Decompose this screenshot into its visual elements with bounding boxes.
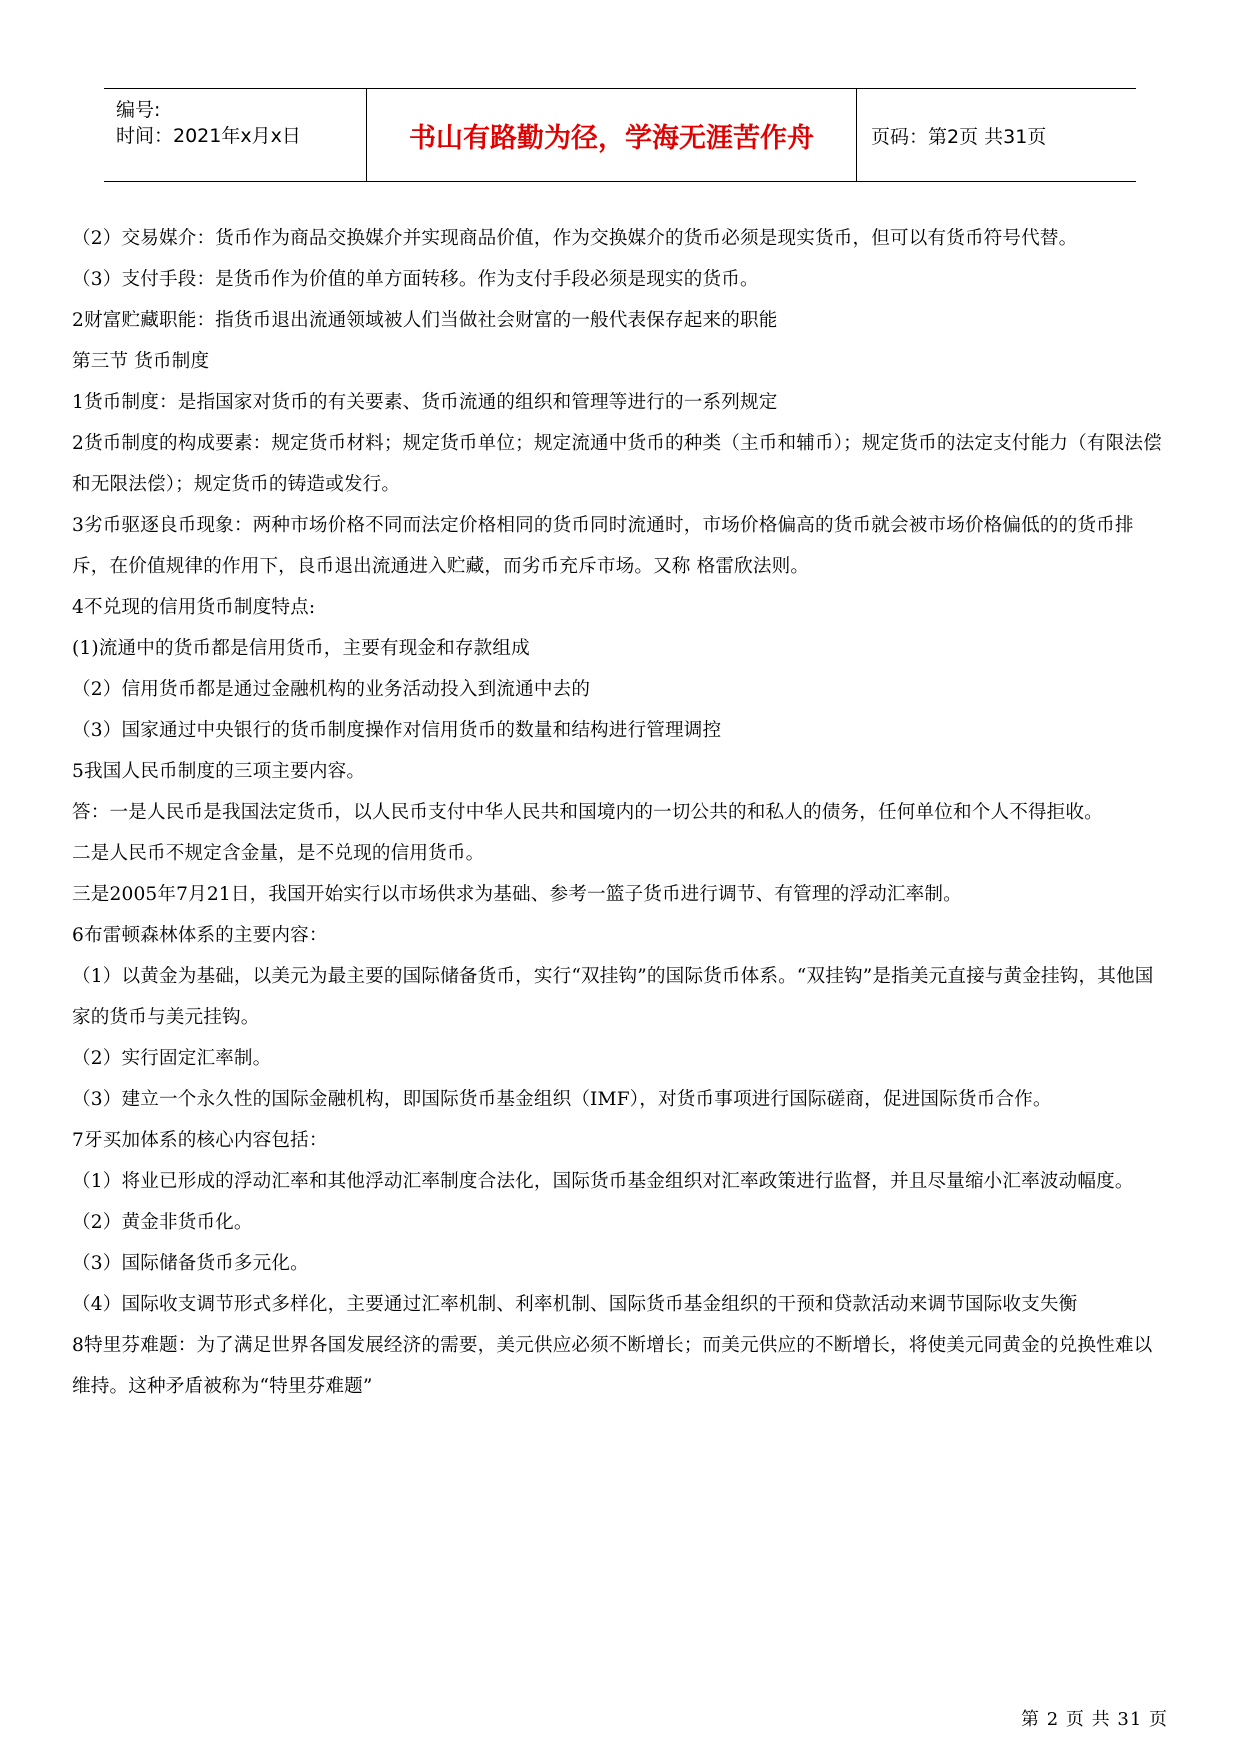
paragraph: 5我国人民币制度的三项主要内容。 [72,761,366,782]
paragraph: （2）信用货币都是通过金融机构的业务活动投入到流通中去的 [72,679,591,700]
paragraph: 三是2005年7月21日，我国开始实行以市场供求为基础、参考一篮子货币进行调节、有管理的浮动汇率制。 [72,884,962,905]
page-footer: 第 2 页 共 31 页 [1021,1709,1168,1730]
paragraph: 3劣币驱逐良币现象：两种市场价格不同而法定价格相同的货币同时流通时，市场价格偏高的货币就会被市场价格偏低的的货币排斥，在价值规律的作用下，良币退出流通进入贮藏，而劣币充斥市场。又称 格雷欣法则。 [72,515,1134,577]
section-heading: 第三节 货币制度 [72,351,210,372]
paragraph: （3）建立一个永久性的国际金融机构，即国际货币基金组织（IMF），对货币事项进行国际磋商，促进国际货币合作。 [72,1089,1052,1110]
header-page-info: 页码：第2页 共31页 [871,125,1047,148]
document-body [72,218,1170,1407]
paragraph: （2）交易媒介：货币作为商品交换媒介并实现商品价值，作为交换媒介的货币必须是现实货币，但可以有货币符号代替。 [72,228,1078,249]
header-right-cell [857,89,1136,181]
paragraph: 1货币制度：是指国家对货币的有关要素、货币流通的组织和管理等进行的一系列规定 [72,392,778,413]
document-time-label: 时间：2021年x月x日 [116,125,301,147]
paragraph: （4）国际收支调节形式多样化，主要通过汇率机制、利率机制、国际货币基金组织的干预和贷款活动来调节国际收支失衡 [72,1294,1078,1315]
paragraph: (1)流通中的货币都是信用货币，主要有现金和存款组成 [72,638,530,659]
paragraph: （3）国家通过中央银行的货币制度操作对信用货币的数量和结构进行管理调控 [72,720,722,741]
header-middle-cell [367,89,857,181]
document-number-label: 编号: [116,99,161,121]
paragraph: 7牙买加体系的核心内容包括： [72,1130,328,1151]
paragraph: （3）国际储备货币多元化。 [72,1253,309,1274]
document-header [104,88,1136,182]
paragraph: 8特里芬难题：为了满足世界各国发展经济的需要，美元供应必须不断增长；而美元供应的不断增长，将使美元同黄金的兑换性难以维持。这种矛盾被称为“特里芬难题” [72,1335,1153,1397]
paragraph: 2财富贮藏职能：指货币退出流通领域被人们当做社会财富的一般代表保存起来的职能 [72,310,778,331]
paragraph: 二是人民币不规定含金量，是不兑现的信用货币。 [72,843,485,864]
paragraph: 答：一是人民币是我国法定货币，以人民币支付中华人民共和国境内的一切公共的和私人的债务，任何单位和个人不得拒收。 [72,802,1103,823]
paragraph: （3）支付手段：是货币作为价值的单方面转移。作为支付手段必须是现实的货币。 [72,269,759,290]
paragraph: 2货币制度的构成要素：规定货币材料；规定货币单位；规定流通中货币的种类（主币和辅币）；规定货币的法定支付能力（有限法偿和无限法偿）；规定货币的铸造或发行。 [72,433,1162,495]
header-motto: 书山有路勤为径，学海无涯苦作舟 [409,122,814,154]
paragraph: （2）黄金非货币化。 [72,1212,253,1233]
header-left-cell [104,89,367,181]
paragraph: （2）实行固定汇率制。 [72,1048,272,1069]
paragraph: （1）将业已形成的浮动汇率和其他浮动汇率制度合法化，国际货币基金组织对汇率政策进行监督，并且尽量缩小汇率波动幅度。 [72,1171,1134,1192]
paragraph: （1）以黄金为基础，以美元为最主要的国际储备货币，实行“双挂钩”的国际货币体系。“双挂钩”是指美元直接与黄金挂钩，其他国家的货币与美元挂钩。 [72,966,1154,1028]
paragraph: 6布雷顿森林体系的主要内容： [72,925,328,946]
paragraph: 4不兑现的信用货币制度特点: [72,597,316,618]
